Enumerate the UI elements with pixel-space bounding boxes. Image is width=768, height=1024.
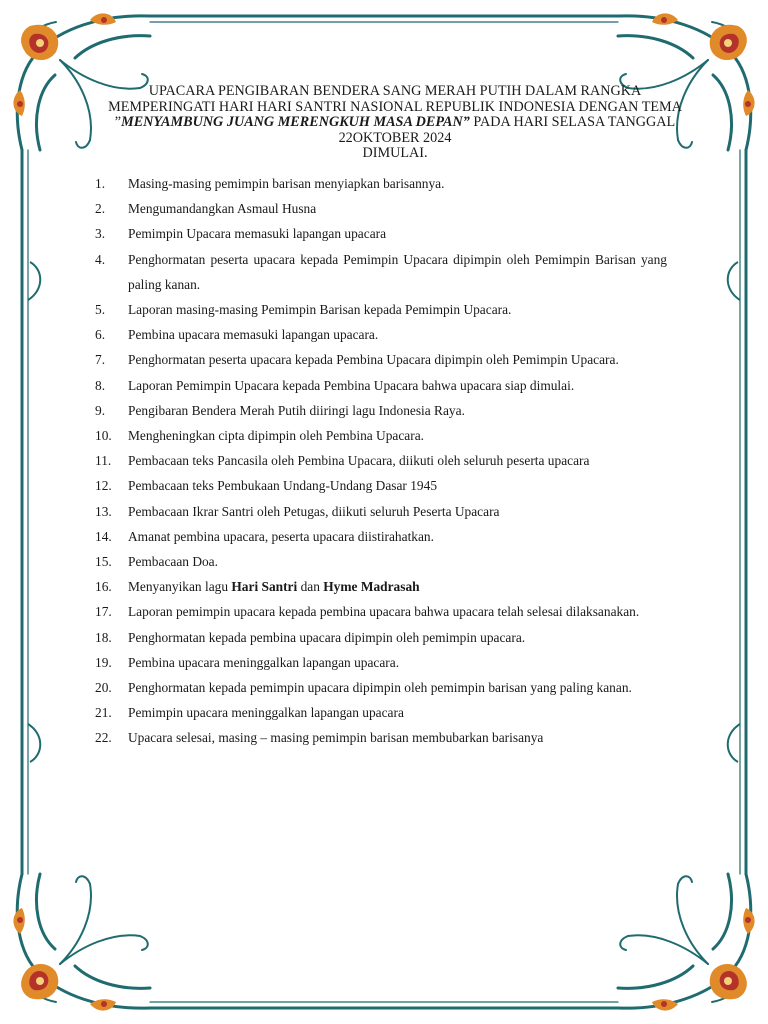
list-item-text: Pembacaan teks Pancasila oleh Pembina Upacara, diikuti oleh seluruh peserta upacara	[128, 453, 590, 469]
list-item-text: Laporan pemimpin upacara kepada pembina upacara bahwa upacara telah selesai dilaksanakan.	[128, 604, 640, 620]
list-item	[95, 196, 667, 221]
list-item-text: Penghormatan kepada pemimpin upacara dipimpin oleh pemimpin barisan yang paling kanan.	[128, 680, 632, 696]
list-item	[95, 599, 667, 624]
list-item	[95, 625, 667, 650]
list-item	[95, 347, 667, 372]
list-item-number: 14.	[95, 528, 112, 544]
list-item	[95, 675, 667, 700]
title-line-1: UPACARA PENGIBARAN BENDERA SANG MERAH PUTIH DALAM RANGKA MEMPERINGATI HARI HARI SANTRI NASIONAL REPUBLIK INDONESIA DENGAN TEMA ”	[108, 83, 682, 131]
list-item-number: 9.	[95, 402, 106, 418]
list-item	[95, 700, 667, 725]
list-item-text: Mengumandangkan Asmaul Husna	[128, 201, 317, 217]
list-item-number: 2.	[95, 201, 106, 217]
list-item-text: Penghormatan kepada pembina upacara dipimpin oleh pemimpin upacara.	[128, 629, 526, 645]
list-item-text: Laporan masing-masing Pemimpin Barisan kepada Pemimpin Upacara.	[128, 302, 512, 318]
list-item-number: 3.	[95, 226, 106, 242]
song-hari-santri: Hari Santri	[231, 579, 298, 595]
list-item-text: Mengheningkan cipta dipimpin oleh Pembina Upacara.	[128, 428, 424, 444]
title-dimulai: DIMULAI.	[362, 145, 428, 162]
list-item-number: 18.	[95, 629, 112, 645]
list-item-number: 6.	[95, 327, 106, 343]
list-item-text: Penghormatan peserta upacara kepada Pembina Upacara dipimpin oleh Pemimpin Upacara.	[128, 352, 619, 368]
list-item	[95, 247, 667, 297]
list-item	[95, 448, 667, 473]
list-item-text: Amanat pembina upacara, peserta upacara diistirahatkan.	[128, 528, 434, 544]
list-item-text: Pembacaan teks Pembukaan Undang-Undang Dasar 1945	[128, 478, 438, 494]
list-item-number: 22.	[95, 730, 112, 746]
list-item-number: 12.	[95, 478, 112, 494]
list-item-text: Pengibaran Bendera Merah Putih diiringi lagu Indonesia Raya.	[128, 402, 465, 418]
document-title	[95, 84, 695, 162]
list-item-number: 17.	[95, 604, 112, 620]
list-item	[95, 524, 667, 549]
title-line-2: PADA HARI SELASA TANGGAL 22OKTOBER 2024	[338, 114, 676, 146]
list-item	[95, 549, 667, 574]
list-item-text: Upacara selesai, masing – masing pemimpin barisan membubarkan barisanya	[128, 730, 544, 746]
list-item-text: Masing-masing pemimpin barisan menyiapkan barisannya.	[128, 176, 445, 191]
list-item-text: Pembina upacara memasuki lapangan upacara.	[128, 327, 379, 343]
list-item-number: 20.	[95, 680, 112, 696]
list-item	[95, 297, 667, 322]
list-item	[95, 322, 667, 347]
list-item-number: 8.	[95, 377, 106, 393]
list-item-text-mid: dan	[297, 579, 324, 595]
list-item-text: Pemimpin upacara meninggalkan lapangan upacara	[128, 705, 404, 721]
list-item-text: Pemimpin Upacara memasuki lapangan upacara	[128, 226, 387, 242]
list-item	[95, 650, 667, 675]
list-item	[95, 171, 667, 196]
list-item	[95, 423, 667, 448]
title-theme: MENYAMBUNG JUANG MERENGKUH MASA DEPAN”	[121, 114, 470, 131]
list-item	[95, 499, 667, 524]
list-item-number: 7.	[95, 352, 106, 368]
list-item	[95, 373, 667, 398]
list-item-text: Penghormatan peserta upacara kepada Pemimpin Upacara dipimpin oleh Pemimpin Barisan yang paling kanan.	[128, 251, 667, 292]
list-item	[95, 221, 667, 246]
list-item-number: 15.	[95, 554, 112, 570]
list-item-number: 5.	[95, 302, 106, 318]
list-item-number: 19.	[95, 654, 112, 670]
list-item	[95, 473, 667, 498]
list-item-text: Pembacaan Ikrar Santri oleh Petugas, diikuti seluruh Peserta Upacara	[128, 503, 500, 519]
list-item-number: 1.	[95, 176, 106, 191]
song-hyme-madrasah: Hyme Madrasah	[323, 579, 420, 595]
list-item	[95, 725, 667, 750]
list-item-number: 13.	[95, 503, 112, 519]
list-item-number: 10.	[95, 428, 112, 444]
list-item-number: 4.	[95, 251, 106, 267]
ceremony-steps-list	[95, 171, 667, 751]
list-item-text: Pembina upacara meninggalkan lapangan upacara.	[128, 654, 400, 670]
list-item-number: 21.	[95, 705, 112, 721]
list-item-text: Laporan Pemimpin Upacara kepada Pembina Upacara bahwa upacara siap dimulai.	[128, 377, 575, 393]
list-item-number: 11.	[95, 453, 112, 469]
list-item-text-pre: Menyanyikan lagu	[128, 579, 232, 595]
list-item-text: Pembacaan Doa.	[128, 554, 218, 570]
list-item	[95, 574, 667, 599]
list-item	[95, 398, 667, 423]
list-item-number: 16.	[95, 579, 112, 595]
document-body	[95, 83, 695, 746]
